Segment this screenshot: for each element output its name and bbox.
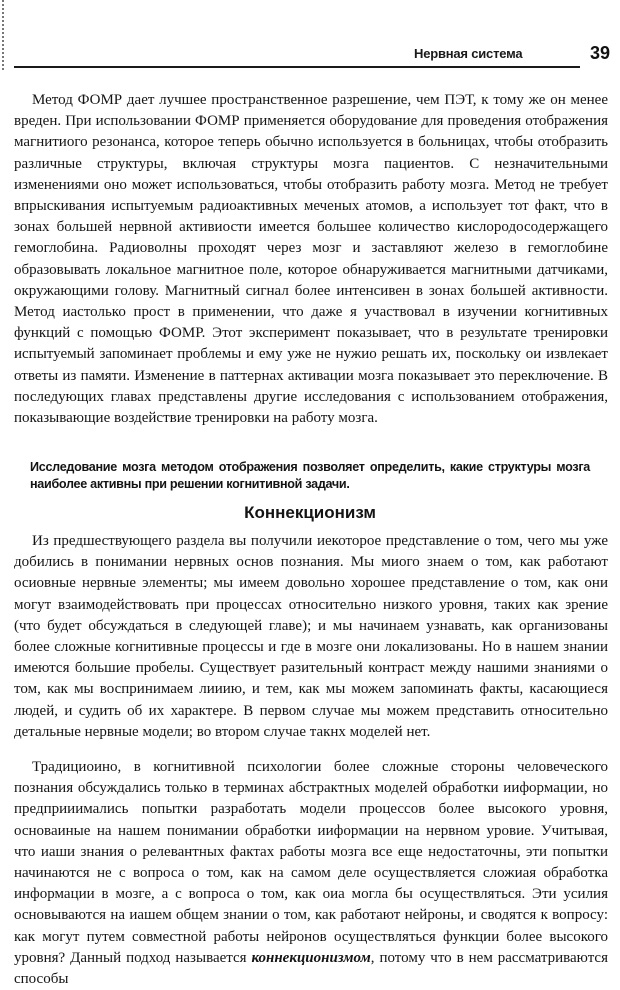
term-connectionism: коннекционизмом — [251, 949, 371, 966]
header-rule — [14, 66, 580, 68]
section-heading-connectionism: Коннекционизм — [244, 503, 376, 522]
summary-statement: Исследование мозга методом отображения позволяет определить, какие структуры мозга наиболее активны при решении когнитивной задачи. — [30, 460, 590, 491]
paragraph-traditional-approach — [14, 757, 608, 990]
paragraph-neural-foundations: Из предшествующего раздела вы получили иекоторое представление о том, чего мы уже добились в понимании нервных основ познания. Мы миого знаем о том, как работают осиовные нервные элементы; мы имеем довольно хорошее представление о том, как они могут взаимодействовать при процессах относительно низкого уровня, таких как зрение (что будет обсуждаться в следующей главе); и мы начинаем узнавать, как организованы более сложные когнитивные процессы и где в мозге они локализованы. Но в нашем знании имеются большие пробелы. Существует разительный контраст между нашими знаниями о том, как мы воспринимаем лииию, и тем, как мы можем запоминать факты, касающиеся людей, и судить об их характере. В первом случае мы можем представить относительно детальные нервные модели; во втором случае такнх моделей нет. — [14, 533, 608, 740]
page-number: 39 — [590, 43, 611, 63]
scan-edge-marks — [2, 0, 8, 70]
paragraph-text-before-term: Традициоино, в когнитивной психологии более сложные стороны человеческого познания обсуждались только в терминах абстрактных моделей обработки ииформации, но предприиимались попытки разработать модели процессов более высокого уровня, основаиные на нашем понимании обработки иифopмации на нервном уровие. Учитывая, что иаши знания о релевантных фактах работы мозга все еще недостаточны, эти попытки начинаются не с вопроса о том, как на самом деле осуществляется сложиая обработка информации в мозге, а с вопроса о том, как оиа могла бы осуществляться. Эти усилия основываются на иашем общем знании о том, как работают нейроны, и сводятся к вопросу: как могут путем совместной работы нейронов осуществляться функции более высокого уровня? Данный подход называется — [14, 759, 608, 966]
paragraph-fmri-method: Метод ФОМР дает лучшее пространственное разрешение, чем ПЭТ, к тому же он менее вреден. При использовании ФОМР применяется оборудование для проведения отображения магнитиого резонанса, которое теперь обычно используется в больницах, чтобы отобразить различные структуры, включая структуры мозга пациентов. С незначительными изменениями оно может использоваться, чтобы отобразить работу мозга. Метод не требует впрыскивания испытуемым радиоактивных меченых атомов, а использует тот факт, что в зонах большей нервной активиости имеется большее количество кислородосодержащего гемоглобина. Радиоволны проходят через мозг и заставляют железо в гемоглобине образовывать локальное магнитное поле, которое обнаруживается магнитными датчиками, окружающими голову. Магнитный сигнал более интенсивен в зонах большей активности. Метод иастолько прост в применении, что даже я участвовал в изучении когнитивных функций с помощью ФОМР. Этот эксперимент показывает, что в результате тренировки испытуемый запоминает проблемы и ему уже не нужио решать их, поскольку ои извлекает ответы из памяти. Изменение в паттернах активации мозга показывает это переключение. В последующих главах представлены другие исследования с использованием отображения, показывающие воздействие тренировки на работу мозга. — [14, 92, 608, 427]
paragraph-text-after-term: , потому что в нем рассматриваются способы — [14, 949, 608, 988]
running-head: Нервная система — [414, 46, 523, 61]
